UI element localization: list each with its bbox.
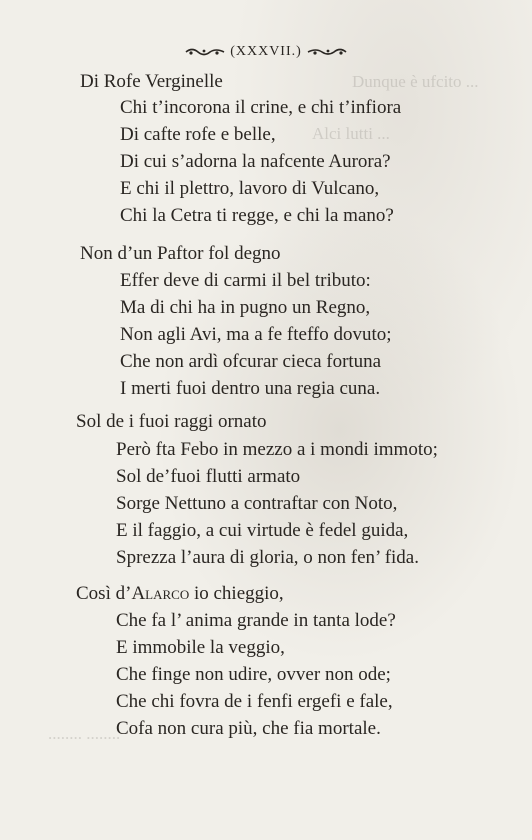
verse-line: Che fa l’ anima grande in tanta lode? xyxy=(116,610,396,631)
verse-line: Ma di chi ha in pugno un Regno, xyxy=(120,297,371,318)
verse-line: Cofa non cura più, che fia mortale. xyxy=(116,718,381,739)
proper-name: Alarco xyxy=(131,583,190,604)
verse-line: Che finge non udire, ovver non ode; xyxy=(116,664,391,685)
verse-line: Di cui s’adorna la nafcente Aurora? xyxy=(120,151,391,172)
verse-line: Sprezza l’aura di gloria, o non fen’ fida. xyxy=(116,547,419,568)
verse-line: Effer deve di carmi il bel tributo: xyxy=(120,270,371,291)
page-header xyxy=(0,44,532,60)
ornament-left-icon xyxy=(184,47,226,57)
verse-line: Chi t’incorona il crine, e chi t’infiora xyxy=(120,97,402,118)
verse-line xyxy=(76,584,284,604)
show-through-text: Alci lutti ... xyxy=(312,124,390,143)
verse-suffix: io chieggio, xyxy=(189,583,284,604)
page-number: (XXXVII.) xyxy=(230,44,302,59)
verse-line: Sol de’fuoi flutti armato xyxy=(116,466,301,487)
verse-line: I merti fuoi dentro una regia cuna. xyxy=(120,378,381,399)
verse-line: Che non ardì ofcurar cieca fortuna xyxy=(120,351,382,372)
verse-line: E chi il plettro, lavoro di Vulcano, xyxy=(120,178,380,199)
verse-prefix: Così d’ xyxy=(76,583,132,604)
verse-line: Che chi fovra de i fenfi ergefi e fale, xyxy=(116,691,393,712)
verse-line: Non d’un Paftor fol degno xyxy=(80,243,281,264)
verse-line: Non agli Avi, ma a fe fteffo dovuto; xyxy=(120,324,392,345)
show-through-text: Dunque è ufcito ... xyxy=(352,72,479,91)
verse-line: Però fta Febo in mezzo a i mondi immoto; xyxy=(116,439,438,460)
verse-line: Di cafte rofe e belle, xyxy=(120,124,276,145)
verse-line: Di Rofe Verginelle xyxy=(80,71,223,92)
verse-line: E immobile la veggio, xyxy=(116,637,285,658)
verse-line: Sol de i fuoi raggi ornato xyxy=(76,411,267,432)
verse-line: E il faggio, a cui virtude è fedel guida, xyxy=(116,520,409,541)
show-through-text: ........ ........ xyxy=(48,724,121,743)
verse-line: Chi la Cetra ti regge, e chi la mano? xyxy=(120,205,394,226)
verse-line: Sorge Nettuno a contraftar con Noto, xyxy=(116,493,398,514)
ornament-right-icon xyxy=(306,47,348,57)
